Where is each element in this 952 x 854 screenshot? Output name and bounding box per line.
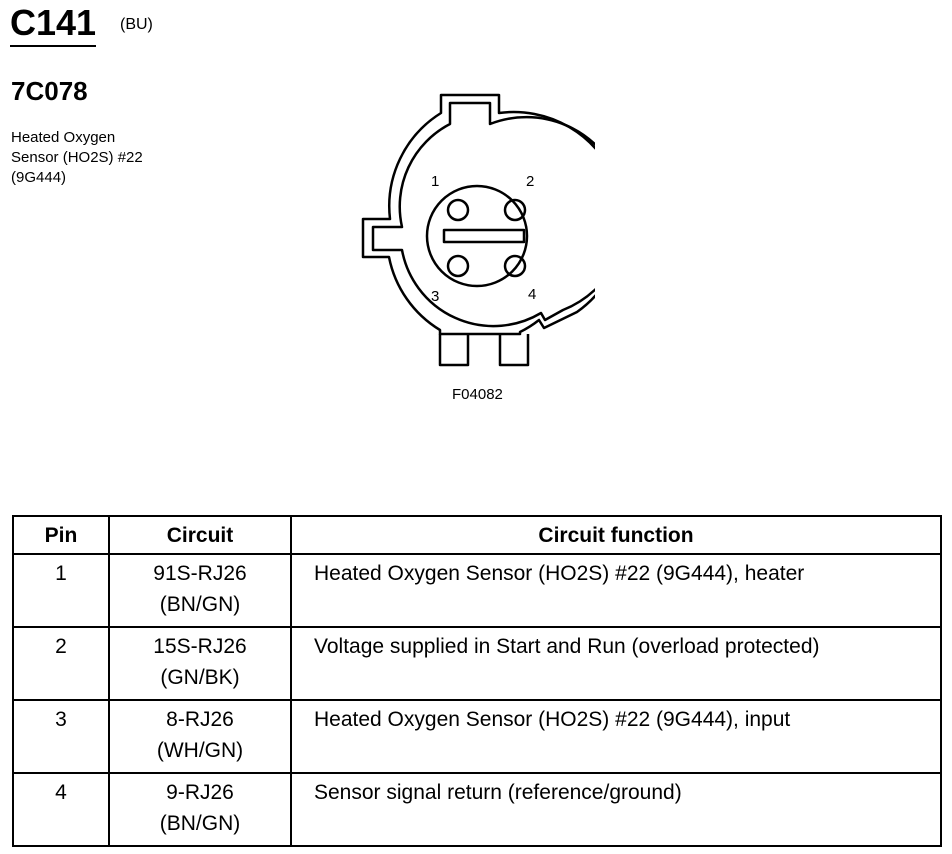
header-circuit: Circuit — [109, 516, 291, 554]
wire-color: (BN/GN) — [159, 593, 241, 616]
connector-face-diagram — [355, 88, 595, 378]
header-circuit-function: Circuit function — [291, 516, 941, 554]
function-cell: Heated Oxygen Sensor (HO2S) #22 (9G444), heater — [291, 554, 941, 627]
component-description — [11, 128, 143, 188]
table-header-row — [13, 516, 941, 554]
component-description-line: Heated Oxygen — [11, 129, 116, 146]
wire-color: (BN/GN) — [159, 812, 241, 835]
pin-table — [12, 515, 942, 847]
pin-hole-4 — [505, 256, 525, 276]
center-key-slot — [444, 230, 524, 242]
connector-id: C141 — [10, 2, 97, 43]
pin-hole-3 — [448, 256, 468, 276]
pin-cell: 4 — [13, 773, 109, 846]
pin-cell: 1 — [13, 554, 109, 627]
pin-label-1: 1 — [431, 173, 440, 190]
pin-label-3: 3 — [431, 288, 440, 305]
function-cell: Sensor signal return (reference/ground) — [291, 773, 941, 846]
figure-id: F04082 — [452, 386, 503, 403]
wire-color: (WH/GN) — [156, 739, 244, 762]
pin-cell: 2 — [13, 627, 109, 700]
pin-label-4: 4 — [528, 286, 537, 303]
pin-hole-1 — [448, 200, 468, 220]
function-cell: Voltage supplied in Start and Run (overload protected) — [291, 627, 941, 700]
connector-color: (BU) — [120, 16, 153, 33]
pin-label-2: 2 — [526, 173, 535, 190]
connector-id-underline — [10, 45, 96, 47]
component-description-line: Sensor (HO2S) #22 — [11, 149, 143, 166]
connector-housing-outer — [363, 95, 595, 334]
terminal-tab-left — [440, 334, 468, 365]
circuit-number: 8-RJ26 — [166, 708, 234, 731]
table-row — [13, 700, 941, 773]
component-id: 7C078 — [11, 76, 88, 106]
circuit-number: 91S-RJ26 — [153, 562, 247, 585]
circuit-cell — [109, 627, 291, 700]
function-cell: Heated Oxygen Sensor (HO2S) #22 (9G444), input — [291, 700, 941, 773]
table-row — [13, 627, 941, 700]
table-row — [13, 773, 941, 846]
circuit-cell — [109, 773, 291, 846]
header-pin: Pin — [13, 516, 109, 554]
pin-cell: 3 — [13, 700, 109, 773]
wire-color: (GN/BK) — [160, 666, 240, 689]
circuit-cell — [109, 700, 291, 773]
component-description-line: (9G444) — [11, 169, 67, 186]
circuit-number: 9-RJ26 — [166, 781, 234, 804]
table-row — [13, 554, 941, 627]
connector-housing-inner — [373, 103, 595, 326]
circuit-number: 15S-RJ26 — [153, 635, 247, 658]
terminal-tab-right — [500, 334, 528, 365]
circuit-cell — [109, 554, 291, 627]
